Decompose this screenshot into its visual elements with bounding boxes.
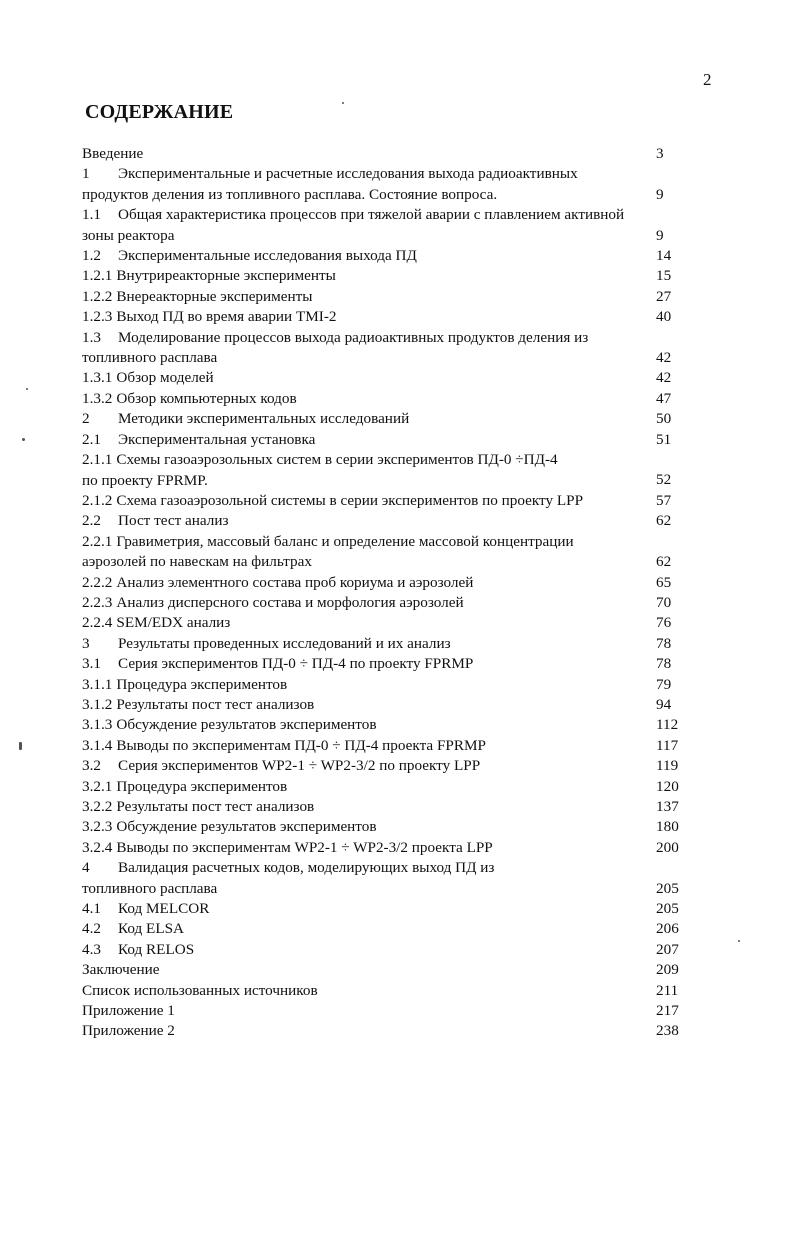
toc-entry-line	[82, 899, 692, 919]
toc-entry-page: 9	[656, 185, 664, 203]
toc-entry-page: 9	[656, 226, 664, 244]
toc-entry-title: аэрозолей по навескам на фильтрах	[82, 553, 312, 571]
toc-entry-page: 211	[656, 981, 679, 999]
toc-entry	[82, 756, 692, 776]
toc-entry	[82, 1021, 692, 1041]
toc-entry-line	[82, 858, 692, 878]
toc-entry-line	[82, 185, 692, 205]
toc-entry-page: 217	[656, 1002, 679, 1020]
toc-entry	[82, 328, 692, 369]
toc-entry-title: зоны реактора	[82, 226, 175, 244]
toc-entry-page: 57	[656, 491, 672, 509]
toc-entry-title: Код ELSA	[118, 920, 185, 938]
toc-entry-line	[82, 675, 692, 695]
toc-entry	[82, 144, 692, 164]
toc-entry	[82, 919, 692, 939]
toc-entry-title: Выводы по экспериментам WP2-1 ÷ WP2-3/2 проекта LPP	[116, 838, 493, 856]
toc-entry-title: Схема газоаэрозольной системы в серии экспериментов по проекту LPP	[116, 491, 584, 509]
toc-entry	[82, 715, 692, 735]
toc-entry-line	[82, 981, 692, 1001]
scan-speck	[22, 438, 25, 441]
toc-entry-number: 3.1.2	[82, 695, 113, 713]
toc-entry	[82, 450, 692, 491]
toc-entry-page: 62	[656, 553, 672, 571]
toc-entry-number: 3.1.4	[82, 736, 113, 754]
toc-entry-page: 47	[656, 389, 672, 407]
toc-entry-title: Серия экспериментов WP2-1 ÷ WP2-3/2 по проекту LPP	[118, 757, 481, 775]
toc-entry-line	[82, 919, 692, 939]
toc-entry-page: 78	[656, 634, 672, 652]
toc-entry-line	[82, 1001, 692, 1021]
toc-entry-page: 206	[656, 920, 679, 938]
toc-entry	[82, 593, 692, 613]
toc-entry-number: 1.3.1	[82, 369, 113, 387]
toc-entry	[82, 246, 692, 266]
toc-entry-page: 62	[656, 512, 672, 530]
toc-entry-line	[82, 491, 692, 511]
toc-entry-number: 4.1	[82, 900, 101, 918]
toc-entry-line	[82, 389, 692, 409]
toc-entry-line	[82, 736, 692, 756]
toc-entry	[82, 389, 692, 409]
toc-entry	[82, 430, 692, 450]
toc-entry-page: 50	[656, 410, 672, 428]
toc-entry-line	[82, 430, 692, 450]
toc-entry-line	[82, 654, 692, 674]
toc-entry	[82, 899, 692, 919]
toc-entry-page: 65	[656, 573, 672, 591]
toc-entry-line	[82, 450, 692, 470]
toc-entry-number: 3.2.1	[82, 777, 113, 795]
toc-entry-number: 2.1.1	[82, 451, 113, 469]
toc-entry-page: 51	[656, 430, 672, 448]
toc-entry-title: Выход ПД во время аварии TMI-2	[116, 308, 337, 326]
toc-entry-line	[82, 797, 692, 817]
toc-entry-line	[82, 348, 692, 368]
toc-entry-line	[82, 552, 692, 572]
toc-entry	[82, 368, 692, 388]
toc-entry-title: Код MELCOR	[118, 900, 210, 918]
toc-entry-line	[82, 226, 692, 246]
toc-entry-line	[82, 838, 692, 858]
toc-entry	[82, 491, 692, 511]
toc-entry-line	[82, 307, 692, 327]
toc-entry	[82, 307, 692, 327]
toc-entry-page: 14	[656, 247, 672, 265]
toc-entry-title: Результаты проведенных исследований и их анализ	[118, 634, 451, 652]
toc-entry	[82, 981, 692, 1001]
toc-entry-page: 205	[656, 900, 679, 918]
toc-entry	[82, 532, 692, 573]
toc-entry-number: 1.1	[82, 206, 101, 224]
toc-entry-number: 2	[82, 410, 90, 428]
toc-entry-title: Приложение 2	[82, 1022, 175, 1040]
toc-entry-title: Анализ элементного состава проб кориума и аэрозолей	[116, 573, 474, 591]
toc-entry-line	[82, 328, 692, 348]
toc-entry-title: Выводы по экспериментам ПД-0 ÷ ПД-4 проекта FPRMP	[116, 736, 486, 754]
toc-entry-page: 79	[656, 675, 672, 693]
toc-entry-page: 180	[656, 818, 679, 836]
toc-entry-page: 3	[656, 145, 664, 162]
toc-entry-page: 200	[656, 838, 679, 856]
toc-entry-line	[82, 817, 692, 837]
toc-entry	[82, 960, 692, 980]
toc-entry	[82, 654, 692, 674]
toc-entry	[82, 777, 692, 797]
toc-entry-line	[82, 144, 692, 164]
toc-entry-number: 2.1	[82, 430, 101, 448]
toc-entry-title: Процедура экспериментов	[116, 675, 288, 693]
toc-entry-line	[82, 1021, 692, 1041]
toc-entry-line	[82, 532, 692, 552]
toc-entry-line	[82, 879, 692, 899]
toc-entry-title: Процедура экспериментов	[116, 777, 288, 795]
toc-entry	[82, 858, 692, 899]
toc-entry-number: 4.3	[82, 940, 101, 958]
toc-entry	[82, 205, 692, 246]
toc-entry-line	[82, 613, 692, 633]
toc-entry	[82, 797, 692, 817]
toc-entry-line	[82, 511, 692, 531]
toc-entry-line	[82, 695, 692, 715]
toc-entry-title: Внереакторные эксперименты	[116, 287, 313, 305]
toc-entry-page: 209	[656, 961, 679, 979]
toc-entry-title: по проекту FPRMP.	[82, 471, 208, 489]
toc-entry-page: 119	[656, 757, 679, 775]
toc-entry-page: 94	[656, 695, 672, 713]
toc-entry-page: 112	[656, 716, 679, 734]
toc-entry-title: Экспериментальные исследования выхода ПД	[118, 247, 417, 265]
toc-entry	[82, 1001, 692, 1021]
toc-entry-number: 3	[82, 634, 90, 652]
toc-entry-title: Введение	[82, 145, 144, 162]
toc-entry-number: 3.2.2	[82, 798, 113, 815]
toc-entry-title: Пост тест анализ	[118, 512, 229, 530]
toc-entry-line	[82, 940, 692, 960]
toc-entry-page: 52	[656, 471, 672, 489]
toc-entry	[82, 817, 692, 837]
toc-entry-page: 76	[656, 614, 672, 632]
toc-entry-title: топливного расплава	[82, 349, 218, 367]
toc-entry-line	[82, 634, 692, 654]
toc-entry-page: 42	[656, 369, 672, 387]
toc-entry-title: продуктов деления из топливного расплава. Состояние вопроса.	[82, 185, 498, 203]
toc-entry-line	[82, 593, 692, 613]
toc-entry-number: 3.1.1	[82, 675, 113, 693]
toc-entry-title: Обсуждение результатов экспериментов	[116, 818, 377, 836]
toc-entry-title: Приложение 1	[82, 1002, 175, 1020]
toc-entry	[82, 940, 692, 960]
toc-entry-line	[82, 573, 692, 593]
toc-entry-number: 1	[82, 165, 90, 183]
toc-entry	[82, 164, 692, 205]
toc-entry-number: 1.2.2	[82, 287, 113, 305]
toc-entry-number: 4	[82, 859, 90, 877]
toc-entry-page: 78	[656, 655, 672, 673]
toc-entry	[82, 675, 692, 695]
toc-entry-page: 238	[656, 1022, 679, 1040]
scan-speck	[738, 940, 740, 942]
toc-entry-title: Моделирование процессов выхода радиоактивных продуктов деления из	[118, 328, 589, 346]
toc-entry-title: Заключение	[82, 961, 160, 979]
toc-entry	[82, 573, 692, 593]
toc-entry-title: Гравиметрия, массовый баланс и определение массовой концентрации	[116, 532, 574, 550]
toc-entry-line	[82, 266, 692, 286]
toc-entry-title: Код RELOS	[118, 940, 195, 958]
toc-entry-title: Экспериментальные и расчетные исследования выхода радиоактивных	[118, 165, 578, 183]
toc-entry-title: Список использованных источников	[82, 981, 318, 999]
toc-entry-line	[82, 715, 692, 735]
toc-entry	[82, 634, 692, 654]
toc-entry-number: 1.2.1	[82, 267, 113, 285]
toc-entry-page: 117	[656, 736, 679, 754]
toc-entry	[82, 409, 692, 429]
toc-entry-title: Валидация расчетных кодов, моделирующих выход ПД из	[118, 859, 495, 877]
toc-entry-title: топливного расплава	[82, 879, 218, 897]
toc-entry	[82, 511, 692, 531]
toc-entry-title: Обзор компьютерных кодов	[116, 389, 297, 407]
toc-entry-title: Схемы газоаэрозольных систем в серии экспериментов ПД-0 ÷ПД-4	[116, 451, 558, 469]
toc-entry-line	[82, 409, 692, 429]
scan-speck	[19, 742, 22, 750]
toc-entry-line	[82, 756, 692, 776]
toc-entry-page: 15	[656, 267, 672, 285]
toc-entry-title: Обзор моделей	[116, 369, 214, 387]
toc-entry-number: 2.1.2	[82, 491, 113, 509]
toc-entry-number: 3.1	[82, 655, 101, 673]
toc-entry-number: 1.2	[82, 247, 101, 265]
toc-entry-number: 2.2	[82, 512, 101, 530]
toc-entry	[82, 838, 692, 858]
scan-speck	[26, 388, 28, 390]
toc-entry	[82, 287, 692, 307]
toc-entry-page: 137	[656, 798, 679, 815]
toc-entry	[82, 736, 692, 756]
toc-entry-title: Серия экспериментов ПД-0 ÷ ПД-4 по проекту FPRMP	[118, 655, 474, 673]
toc-entry-number: 3.2.4	[82, 838, 113, 856]
toc-entry-number: 1.3.2	[82, 389, 113, 407]
toc-entry-line	[82, 246, 692, 266]
toc-entry-line	[82, 960, 692, 980]
toc-entry-title: SEM/EDX анализ	[116, 614, 231, 632]
toc-entry-title: Общая характеристика процессов при тяжелой аварии с плавлением активной	[118, 206, 625, 224]
toc-entry-page: 207	[656, 940, 679, 958]
toc-entry-number: 1.2.3	[82, 308, 113, 326]
toc-entry-number: 4.2	[82, 920, 101, 938]
page-number: 2	[703, 70, 712, 89]
toc-entry-title: Экспериментальная установка	[118, 430, 316, 448]
toc-entry-number: 2.2.1	[82, 532, 113, 550]
toc-entry-title: Результаты пост тест анализов	[116, 798, 315, 815]
toc-entry-line	[82, 368, 692, 388]
table-of-contents	[82, 144, 692, 1042]
toc-entry	[82, 613, 692, 633]
toc-entry-number: 2.2.2	[82, 573, 113, 591]
toc-entry-title: Анализ дисперсного состава и морфология аэрозолей	[116, 593, 464, 611]
toc-entry-line	[82, 205, 692, 225]
toc-entry-number: 3.2.3	[82, 818, 113, 836]
toc-entry-page: 205	[656, 879, 679, 897]
toc-entry-line	[82, 287, 692, 307]
toc-entry-number: 2.2.4	[82, 614, 113, 632]
toc-entry-page: 40	[656, 308, 672, 326]
scan-speck	[342, 102, 344, 104]
toc-entry-line	[82, 777, 692, 797]
toc-entry-page: 27	[656, 287, 672, 305]
toc-entry-page: 120	[656, 777, 679, 795]
toc-entry	[82, 266, 692, 286]
toc-entry-page: 70	[656, 593, 672, 611]
toc-entry-title: Обсуждение результатов экспериментов	[116, 716, 377, 734]
toc-entry-line	[82, 164, 692, 184]
toc-entry-line	[82, 471, 692, 491]
toc-entry-number: 2.2.3	[82, 593, 113, 611]
page-title: СОДЕРЖАНИЕ	[85, 101, 234, 123]
toc-entry-number: 3.2	[82, 757, 101, 775]
toc-entry-title: Внутриреакторные эксперименты	[116, 267, 336, 285]
toc-entry-title: Результаты пост тест анализов	[116, 695, 315, 713]
toc-entry-title: Методики экспериментальных исследований	[118, 410, 410, 428]
toc-entry-page: 42	[656, 349, 672, 367]
toc-entry-number: 1.3	[82, 328, 101, 346]
toc-entry-number: 3.1.3	[82, 716, 113, 734]
toc-entry	[82, 695, 692, 715]
